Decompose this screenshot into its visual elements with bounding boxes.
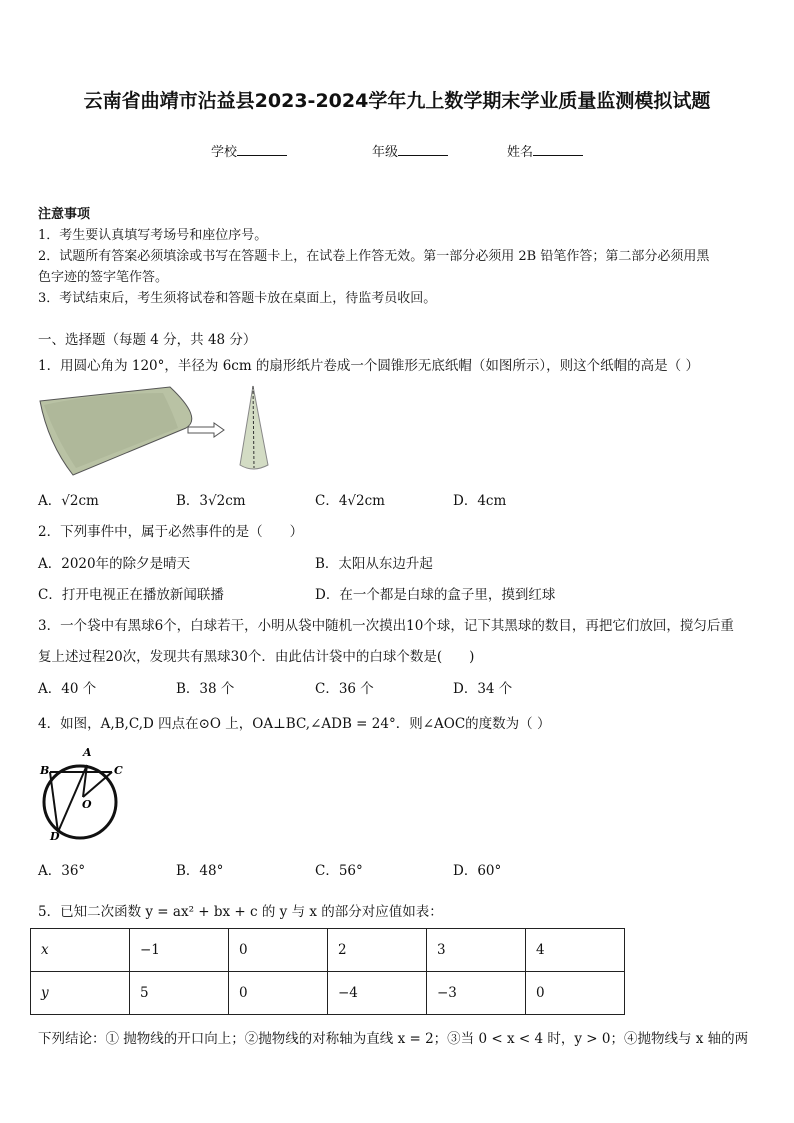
q3-option-a[interactable]: A．40 个 (38, 681, 97, 697)
q3-option-c[interactable]: C．36 个 (315, 681, 374, 697)
q5-conclusions: 下列结论：① 抛物线的开口向上；②抛物线的对称轴为直线 x = 2；③当 0 < x < 4 时，y > 0；④抛物线与 x 轴的两 (38, 1031, 749, 1047)
arrow-icon (188, 423, 224, 437)
q1-option-b[interactable]: B．3√2cm (176, 493, 246, 509)
q4-stem: 4．如图，A,B,C,D 四点在⊙O 上，OA⊥BC,∠ADB = 24°．则∠AOC的度数为（ ） (38, 716, 551, 732)
school-blank[interactable] (237, 143, 287, 156)
exam-title: 云南省曲靖市沾益县2023-2024学年九上数学期末学业质量监测模拟试题 (83, 90, 711, 112)
name-field[interactable] (507, 141, 583, 160)
notice-item: 1．考生要认真填写考场号和座位序号。 (38, 228, 268, 243)
notice-item: 2．试题所有答案必须填涂或书写在答题卡上，在试卷上作答无效。第一部分必须用 2B 铅笔作答；第二部分必须用黑 (38, 249, 710, 264)
label-d: D (50, 830, 60, 843)
table-cell: −3 (427, 972, 526, 1015)
q2-option-d[interactable]: D．在一个都是白球的盒子里，摸到红球 (315, 587, 556, 603)
table-cell: 3 (427, 929, 526, 972)
school-field[interactable] (211, 141, 287, 160)
q1-option-a[interactable]: A．√2cm (38, 493, 99, 509)
table-cell: 0 (229, 972, 328, 1015)
table-cell: 0 (229, 929, 328, 972)
notice-heading: 注意事项 (38, 207, 91, 222)
section-heading: 一、选择题（每题 4 分，共 48 分） (38, 332, 257, 348)
grade-blank[interactable] (398, 143, 448, 156)
q2-option-c[interactable]: C．打开电视正在播放新闻联播 (38, 587, 224, 603)
school-label: 学校 (211, 145, 238, 160)
label-c: C (114, 764, 123, 777)
table-cell: 2 (328, 929, 427, 972)
table-cell: −1 (130, 929, 229, 972)
q1-option-c[interactable]: C．4√2cm (315, 493, 385, 509)
q1-figure (38, 383, 278, 483)
name-label: 姓名 (507, 145, 534, 160)
q2-option-b[interactable]: B．太阳从东边升起 (315, 556, 433, 572)
q3-stem-line2: 复上述过程20次，发现共有黑球30个．由此估计袋中的白球个数是( ) (38, 649, 475, 665)
q3-option-d[interactable]: D．34 个 (453, 681, 513, 697)
q4-option-a[interactable]: A．36° (38, 863, 86, 879)
table-cell: x (31, 929, 130, 972)
q4-option-c[interactable]: C．56° (315, 863, 363, 879)
segment-oc (83, 772, 112, 797)
table-cell: −4 (328, 972, 427, 1015)
label-a: A (83, 746, 92, 759)
notice-item: 3．考试结束后，考生须将试卷和答题卡放在桌面上，待监考员收回。 (38, 291, 437, 306)
label-b: B (40, 764, 50, 777)
table-row (31, 972, 625, 1015)
table-row (31, 929, 625, 972)
grade-label: 年级 (372, 145, 399, 160)
q3-stem-line1: 3．一个袋中有黑球6个，白球若干，小明从袋中随机一次摸出10个球，记下其黑球的数目，再把它们放回，搅匀后重 (38, 618, 734, 634)
q4-option-d[interactable]: D．60° (453, 863, 502, 879)
q4-option-b[interactable]: B．48° (176, 863, 224, 879)
q5-value-table (30, 928, 625, 1015)
q5-stem: 5．已知二次函数 y = ax² + bx + c 的 y 与 x 的部分对应值如表： (38, 904, 443, 920)
label-o: O (82, 798, 92, 811)
q1-option-d[interactable]: D．4cm (453, 493, 507, 509)
q4-figure (36, 742, 136, 844)
grade-field[interactable] (372, 141, 448, 160)
q1-stem: 1．用圆心角为 120°，半径为 6cm 的扇形纸片卷成一个圆锥形无底纸帽（如图所示），则这个纸帽的高是（ ） (38, 358, 699, 374)
table-cell: y (31, 972, 130, 1015)
table-cell: 0 (526, 972, 625, 1015)
q3-option-b[interactable]: B．38 个 (176, 681, 235, 697)
name-blank[interactable] (533, 143, 583, 156)
notice-item: 色字迹的签字笔作答。 (38, 270, 169, 285)
table-cell: 4 (526, 929, 625, 972)
q2-option-a[interactable]: A．2020年的除夕是晴天 (38, 556, 191, 572)
table-cell: 5 (130, 972, 229, 1015)
q2-stem: 2．下列事件中，属于必然事件的是（ ） (38, 524, 304, 540)
